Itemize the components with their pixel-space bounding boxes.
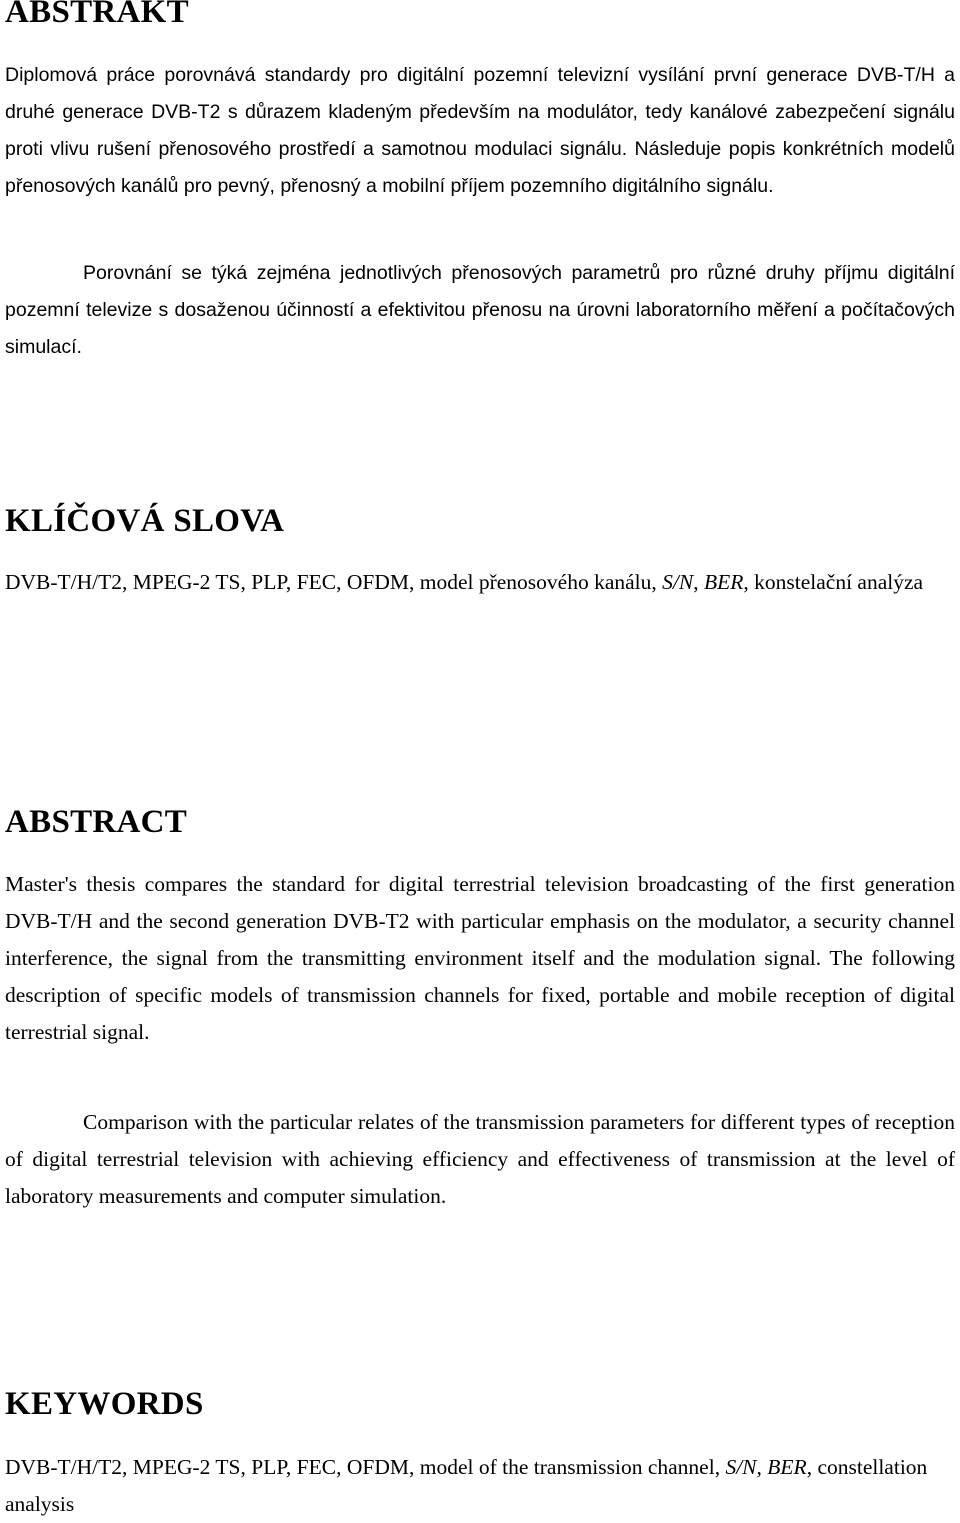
keywords-sep: ,: [756, 1455, 768, 1479]
heading-abstract: ABSTRACT: [5, 804, 188, 840]
keywords-ber: BER: [767, 1455, 807, 1479]
abstract-paragraph-2: Comparison with the particular relates of the transmission parameters for different types of reception of digital terrestrial television with achieving efficiency and effectiveness of transmission at the level of laboratory measurements and computer simulation.: [5, 1110, 955, 1208]
keywords-suffix: , constellation analysis: [5, 1455, 928, 1516]
keywords-sn: S/N: [725, 1455, 757, 1479]
klicova-slova-sn: S/N: [662, 570, 694, 594]
heading-abstrakt: ABSTRAKT: [5, 0, 189, 30]
klicova-slova-sep: ,: [693, 570, 704, 594]
keywords-prefix: DVB-T/H/T2, MPEG-2 TS, PLP, FEC, OFDM, model of the transmission channel,: [5, 1455, 726, 1479]
abstrakt-paragraph-1: Diplomová práce porovnává standardy pro digitální pozemní televizní vysílání první generace DVB-T/H a druhé generace DVB-T2 s důrazem kladeným především na modulátor, tedy kanálové zabezpečení signálu proti vlivu rušení přenosového prostředí a samotnou modulaci signálu. Následuje popis konkrétních modelů přenosových kanálů pro pevný, přenosný a mobilní příjem pozemního digitálního signálu.: [5, 64, 955, 197]
abstrakt-paragraph-2: Porovnání se týká zejména jednotlivých přenosových parametrů pro různé druhy příjmu digitální pozemní televize s dosaženou účinností a efektivitou přenosu na úrovni laboratorního měření a počítačových simulací.: [5, 262, 955, 358]
keywords-list: [5, 1449, 955, 1523]
heading-klicova-slova: KLÍČOVÁ SLOVA: [5, 503, 285, 539]
heading-keywords: KEYWORDS: [5, 1386, 204, 1422]
klicova-slova-prefix: DVB-T/H/T2, MPEG-2 TS, PLP, FEC, OFDM, model přenosového kanálu,: [5, 570, 663, 594]
klicova-slova-list: [5, 564, 923, 601]
klicova-slova-ber: BER: [703, 570, 744, 594]
klicova-slova-suffix: , konstelační analýza: [743, 570, 924, 594]
abstract-paragraph-1: Master's thesis compares the standard for digital terrestrial television broadcasting of the first generation DVB-T/H and the second generation DVB-T2 with particular emphasis on the modulator, a security channel interference, the signal from the transmitting environment itself and the modulation signal. The following description of specific models of transmission channels for fixed, portable and mobile reception of digital terrestrial signal.: [5, 872, 955, 1044]
